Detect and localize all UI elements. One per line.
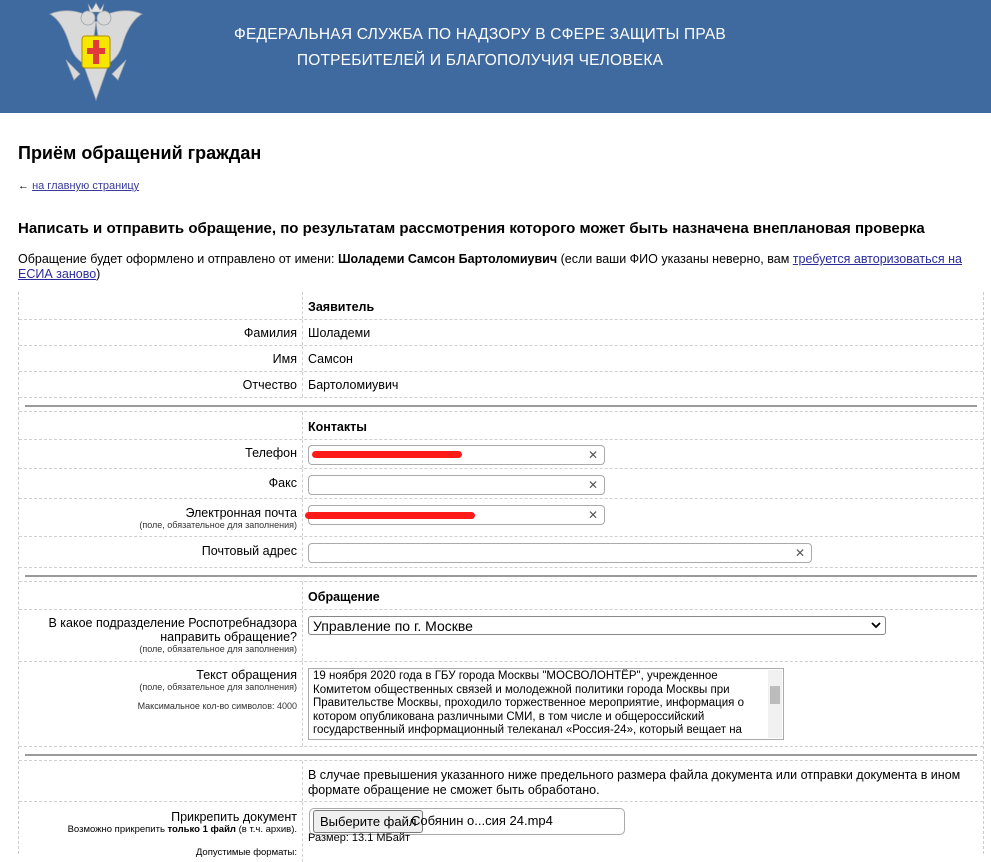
textarea-scrollbar[interactable] — [768, 670, 782, 738]
author-prefix: Обращение будет оформлено и отправлено от имени: — [18, 252, 338, 266]
postal-label: Почтовый адрес — [201, 544, 297, 558]
back-arrow-icon: ← — [18, 180, 29, 192]
attachment-notice: В случае превышения указанного ниже предельного размера файла документа или отправки документа в ином формате обращение не сможет быть обработано. — [308, 768, 961, 797]
reauth-link[interactable]: требуется авторизоваться на ЕСИА заново — [18, 252, 962, 281]
redacted-phone — [312, 451, 462, 458]
author-name: Шоладеми Самсон Бартоломиувич — [337, 252, 558, 266]
department-label-block — [19, 616, 297, 655]
surname-value: Шоладеми — [308, 326, 371, 340]
department-required-note: (поле, обязательное для заполнения) — [139, 644, 297, 654]
postal-row — [19, 537, 983, 568]
site-header — [0, 0, 991, 113]
back-nav — [18, 180, 139, 192]
patronymic-label: Отчество — [242, 378, 297, 392]
section-title: Написать и отправить обращение, по результатам рассмотрения которого может быть назначена внеплановая проверка — [18, 220, 925, 237]
appeal-header-row — [19, 582, 983, 610]
home-link[interactable]: на главную страницу — [32, 180, 140, 192]
divider-1 — [25, 405, 977, 407]
attachment-formats-label: Допустимые форматы: — [195, 847, 297, 858]
max-chars-note: Максимальное кол-во символов: 4000 — [137, 701, 297, 711]
name-value: Самсон — [308, 352, 353, 366]
phone-input[interactable] — [308, 445, 605, 465]
phone-clear-icon[interactable]: ✕ — [587, 448, 598, 462]
department-selected-value: Управление по г. Москве — [313, 618, 473, 634]
name-label: Имя — [272, 352, 297, 366]
appeal-text-value: 19 ноября 2020 года в ГБУ города Москвы "МОСВОЛОНТЁР", учрежденное Комитетом общественных связей и молодежной политики города Москвы при Правительстве Москвы, проходило торжественное мероприятие, информация о котором опубликована различными СМИ, в том числе и общероссийский государственный информационный телеканал «Россия-24», который вещает на — [313, 670, 745, 736]
surname-label: Фамилия — [243, 326, 297, 340]
header-title-line1: ФЕДЕРАЛЬНАЯ СЛУЖБА ПО НАДЗОРУ В СФЕРЕ ЗАЩИТЫ ПРАВ — [234, 26, 726, 43]
divider-2 — [25, 575, 977, 577]
email-row — [19, 499, 983, 537]
email-required-note: (поле, обязательное для заполнения) — [139, 520, 297, 530]
page-title: Приём обращений граждан — [18, 143, 262, 163]
author-info — [18, 252, 973, 282]
patronymic-row — [19, 372, 983, 398]
patronymic-value: Бартоломиувич — [308, 378, 399, 392]
header-title-line2: ПОТРЕБИТЕЛЕЙ И БЛАГОПОЛУЧИЯ ЧЕЛОВЕКА — [296, 52, 664, 69]
divider-row-3 — [19, 747, 983, 761]
department-label-2: направить обращение? — [160, 630, 297, 644]
chevron-down-icon — [871, 617, 881, 636]
email-clear-icon[interactable]: ✕ — [587, 508, 598, 522]
file-size: Размер: 13.1 МБайт — [308, 832, 411, 844]
phone-label: Телефон — [245, 446, 297, 460]
divider-row-1 — [19, 398, 983, 412]
eagle-emblem-icon — [44, 0, 148, 104]
postal-clear-icon[interactable]: ✕ — [794, 546, 805, 560]
selected-file-name: Собянин о...сия 24.mp4 — [411, 813, 553, 828]
text-label-block — [19, 668, 297, 712]
attachment-notice-row — [19, 761, 983, 802]
applicant-heading: Заявитель — [308, 300, 375, 314]
contacts-header-row — [19, 412, 983, 440]
author-suffix: ) — [96, 267, 101, 281]
contacts-heading: Контакты — [308, 420, 367, 434]
fax-input[interactable] — [308, 475, 605, 495]
divider-3 — [25, 754, 977, 756]
email-input[interactable] — [308, 505, 605, 525]
text-required-note: (поле, обязательное для заполнения) — [139, 682, 297, 692]
attachment-limit-note: Возможно прикрепить только 1 файл (в т.ч. архив). — [67, 824, 297, 835]
name-row — [19, 346, 983, 372]
choose-file-button[interactable]: Выберите файл — [313, 810, 423, 833]
appeal-form — [18, 292, 984, 858]
email-label: Электронная почта — [185, 506, 297, 520]
author-middle: (если ваши ФИО указаны неверно, вам — [557, 252, 793, 266]
department-label-1: В какое подразделение Роспотребнадзора — [48, 616, 297, 630]
surname-row — [19, 320, 983, 346]
attachment-label: Прикрепить документ — [171, 810, 297, 824]
fax-clear-icon[interactable]: ✕ — [587, 478, 598, 492]
attachment-label-block — [19, 810, 297, 859]
postal-input[interactable] — [308, 543, 812, 563]
appeal-text-area[interactable] — [308, 668, 784, 740]
scrollbar-thumb[interactable] — [770, 686, 780, 704]
applicant-header-row — [19, 292, 983, 320]
department-select[interactable] — [308, 616, 886, 635]
text-label: Текст обращения — [196, 668, 297, 682]
email-label-block — [19, 506, 297, 531]
redacted-email — [305, 512, 475, 519]
phone-row — [19, 440, 983, 469]
fax-label: Факс — [268, 476, 297, 490]
appeal-heading: Обращение — [308, 590, 380, 604]
divider-row-2 — [19, 568, 983, 582]
fax-row — [19, 469, 983, 499]
